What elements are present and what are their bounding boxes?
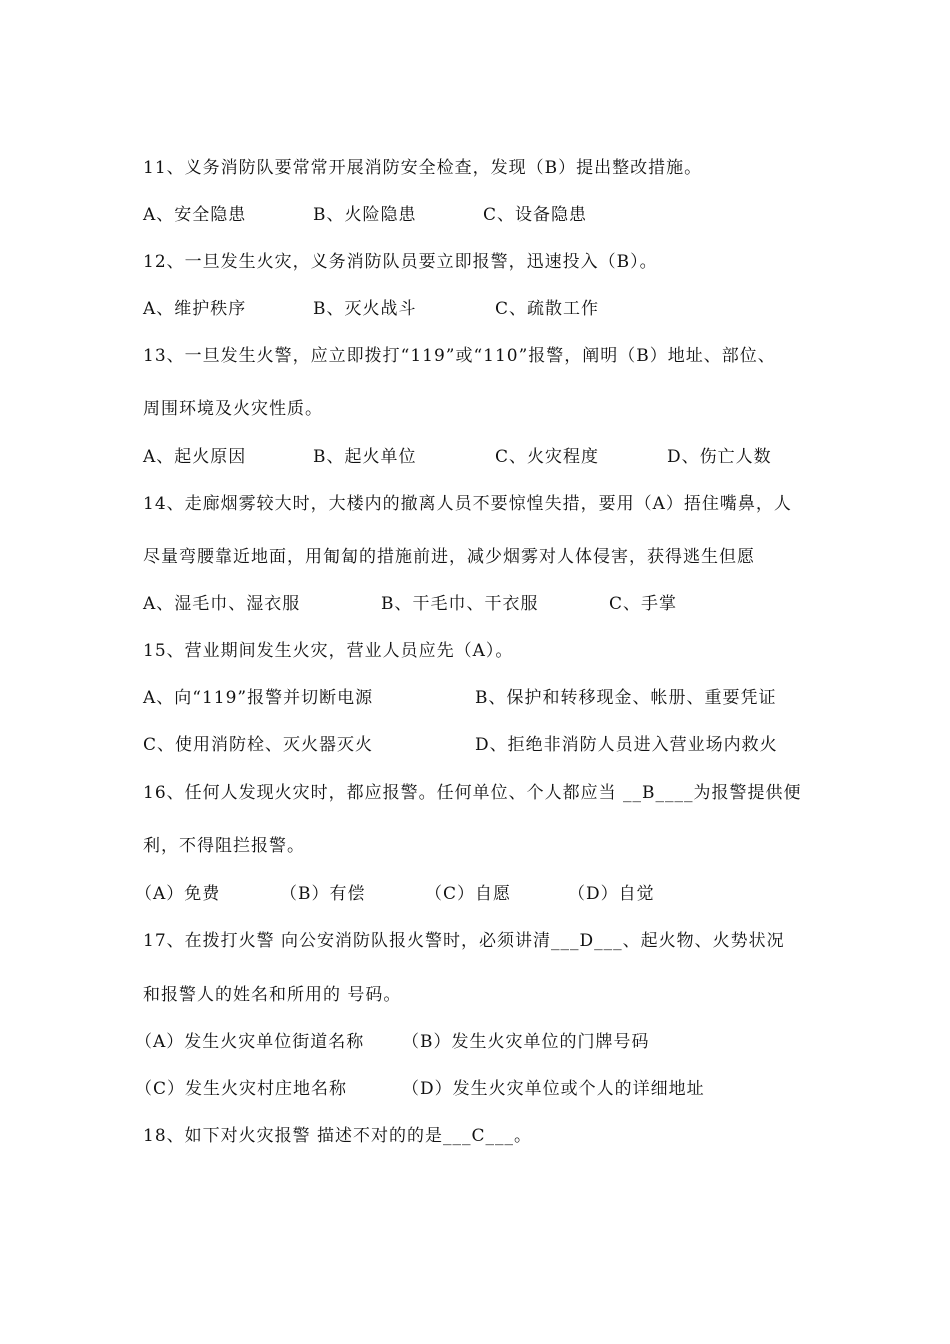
question-11-option-b: B、火险隐患 — [313, 205, 417, 225]
question-12-option-a: A、维护秩序 — [143, 299, 247, 319]
question-15-text: 15、营业期间发生火灾，营业人员应先（A）。 — [143, 641, 514, 661]
question-17-option-b: （B）发生火灾单位的门牌号码 — [402, 1032, 650, 1052]
question-11-option-c: C、设备隐患 — [483, 205, 588, 225]
question-13-option-b: B、起火单位 — [313, 447, 417, 467]
question-13-option-c: C、火灾程度 — [495, 447, 600, 467]
question-14-text-line-2: 尽量弯腰靠近地面，用匍匐的措施前进，减少烟雾对人体侵害，获得逃生但愿 — [143, 547, 755, 567]
question-16-option-c: （C）自愿 — [425, 884, 512, 904]
question-16-option-a: （A）免费 — [135, 884, 221, 904]
question-13-option-d: D、伤亡人数 — [667, 447, 772, 467]
question-16-option-d: （D）自觉 — [568, 884, 655, 904]
question-14-option-c: C、手掌 — [609, 594, 678, 614]
question-15-option-a: A、向“119”报警并切断电源 — [143, 688, 374, 708]
question-17-option-d: （D）发生火灾单位或个人的详细地址 — [402, 1079, 705, 1099]
question-17-option-c: （C）发生火灾村庄地名称 — [135, 1079, 348, 1099]
question-15-option-c: C、使用消防栓、灭火器灭火 — [143, 735, 374, 755]
question-16-option-b: （B）有偿 — [280, 884, 366, 904]
question-12-option-c: C、疏散工作 — [495, 299, 600, 319]
question-16-text-line-1: 16、任何人发现火灾时，都应报警。任何单位、个人都应当 __B____为报警提供便 — [143, 783, 802, 803]
question-16-text-line-2: 利，不得阻拦报警。 — [143, 836, 305, 856]
question-15-option-d: D、拒绝非消防人员进入营业场内救火 — [475, 735, 778, 755]
question-13-text-line-1: 13、一旦发生火警，应立即拨打“119”或“110”报警，阐明（B）地址、部位、 — [143, 346, 776, 366]
question-12-option-b: B、灭火战斗 — [313, 299, 417, 319]
question-11-option-a: A、安全隐患 — [143, 205, 247, 225]
question-18-text: 18、如下对火灾报警 描述不对的的是___C___。 — [143, 1126, 533, 1146]
question-14-text-line-1: 14、走廊烟雾较大时，大楼内的撤离人员不要惊惶失措，要用（A）捂住嘴鼻，人 — [143, 494, 792, 514]
question-14-option-b: B、干毛巾、干衣服 — [381, 594, 539, 614]
question-13-option-a: A、起火原因 — [143, 447, 247, 467]
question-11-text: 11、义务消防队要常常开展消防安全检查，发现（B）提出整改措施。 — [143, 158, 703, 178]
question-13-text-line-2: 周围环境及火灾性质。 — [143, 399, 323, 419]
question-17-text-line-2: 和报警人的姓名和所用的 号码。 — [143, 985, 402, 1005]
question-14-option-a: A、湿毛巾、湿衣服 — [143, 594, 301, 614]
question-12-text: 12、一旦发生火灾，义务消防队员要立即报警，迅速投入（B）。 — [143, 252, 658, 272]
question-17-text-line-1: 17、在拨打火警 向公安消防队报火警时，必须讲清___D___、起火物、火势状况 — [143, 931, 785, 951]
question-15-option-b: B、保护和转移现金、帐册、重要凭证 — [475, 688, 777, 708]
question-17-option-a: （A）发生火灾单位街道名称 — [135, 1032, 365, 1052]
